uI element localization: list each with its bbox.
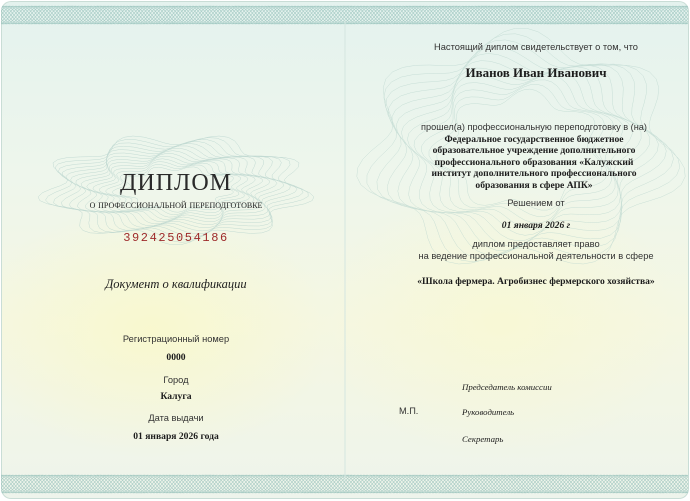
holder-name: Иванов Иван Иванович	[465, 65, 607, 80]
organization-name: Федеральное государственное бюджетное образовательное учреждение дополнительного профессионального образования «Калужский институт дополнительного профессионального образования в сфере АПК»	[431, 133, 637, 191]
issue-date-label: Дата выдачи	[148, 413, 204, 423]
certifies-text: Настоящий диплом свидетельствует о том, что	[434, 42, 638, 52]
registration-label: Регистрационный номер	[122, 334, 230, 344]
diploma-subtitle: о профессиональной переподготовке	[89, 199, 263, 211]
diploma-spread	[1, 1, 689, 499]
document-type: Документ о квалификации	[105, 277, 247, 291]
grants-right-text: диплом предоставляет право	[472, 239, 600, 249]
chair-signature-label: Председатель комиссии	[462, 382, 552, 392]
decision-date: 01 января 2026 г	[501, 220, 571, 231]
registration-number: 0000	[166, 352, 186, 363]
secretary-signature-label: Секретарь	[462, 434, 504, 444]
program-name: «Школа фермера. Агробизнес фермерского хозяйства»	[417, 276, 655, 287]
diploma-title: ДИПЛОМ	[120, 170, 232, 196]
seal-place: М.П.	[399, 406, 419, 416]
city-label: Город	[163, 375, 189, 385]
serial-number: 392425054186	[123, 231, 229, 245]
issue-date-value: 01 января 2026 года	[133, 431, 219, 442]
completed-text: прошел(а) профессиональную переподготовку в (на)	[421, 122, 647, 132]
organization-block	[414, 122, 654, 192]
decision-label: Решением от	[507, 198, 565, 208]
activity-text: на ведение профессиональной деятельности в сфере	[418, 251, 654, 261]
head-signature-label: Руководитель	[462, 407, 515, 417]
city-value: Калуга	[160, 391, 192, 402]
